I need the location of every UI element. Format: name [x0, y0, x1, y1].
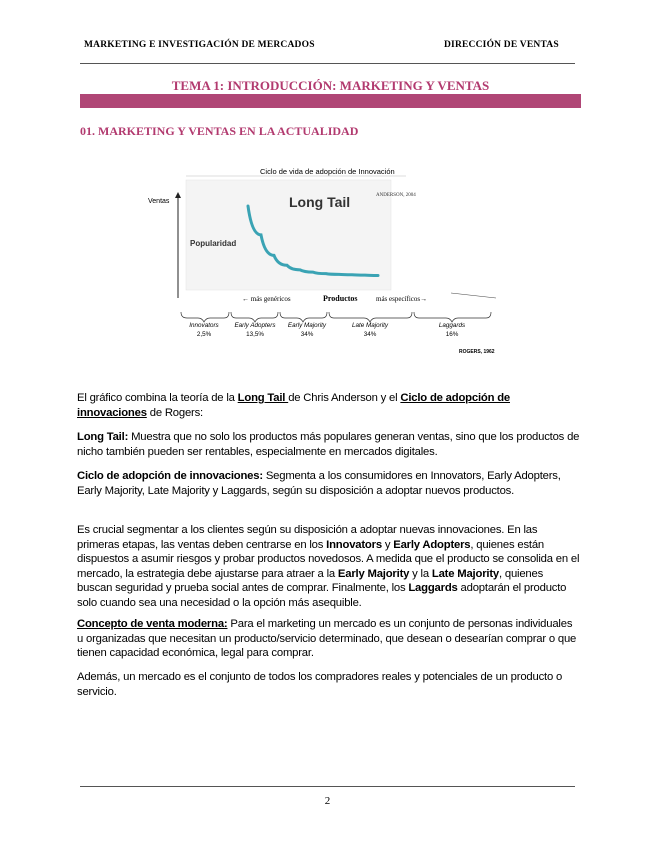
section-heading: 01. MARKETING Y VENTAS EN LA ACTUALIDAD	[80, 124, 359, 138]
market-paragraph: Además, un mercado es el conjunto de todos los compradores reales y potenciales de un producto o servicio.	[77, 671, 563, 698]
segmentation-text-2: y	[381, 538, 394, 551]
segment-early-majority-name: Early Majority	[287, 322, 327, 329]
header-right: DIRECCIÓN DE VENTAS	[444, 40, 559, 50]
term-laggards: Laggards	[408, 582, 458, 594]
figure-title: Ciclo de vida de adopción de Innovación	[260, 167, 395, 176]
footer-divider	[80, 786, 575, 787]
term-early-majority: Early Majority	[337, 567, 410, 580]
segmentation-text-6: adoptarán el producto solo cuando sea una necesidad o la opción más asequible.	[77, 582, 567, 609]
segment-late-majority-name: Late Majority	[351, 322, 389, 329]
modern-sale-term: Concepto de venta moderna:	[77, 618, 228, 630]
segment-brace-laggards	[414, 312, 491, 322]
adoption-cycle-definition: Segmenta a los consumidores en Innovators, Early Adopters, Early Majority, Late Majority y Laggards, según su disposición a adoptar nuevos productos.	[77, 470, 561, 497]
long-tail-definition: Muestra que no solo los productos más populares generan ventas, sino que los productos de nicho también pueden ser rentables, especialmente en mercados digitales.	[77, 431, 580, 458]
long-tail-link[interactable]: Long Tail	[237, 392, 289, 404]
y-axis-arrow	[175, 192, 181, 198]
adoption-cycle-link[interactable]: Ciclo de adopción de innovaciones	[77, 392, 510, 419]
anderson-credit: ANDERSON, 2004	[376, 193, 416, 198]
term-early-adopters: Early Adopters	[393, 538, 471, 551]
long-tail-paragraph	[77, 430, 580, 459]
modern-sale-definition: Para el marketing un mercado es un conjunto de personas individuales u organizadas que necesitan un producto/servicio determinado, que desean o desearían comprar o que tienen capacidad económica, legal para comprar.	[77, 618, 577, 659]
segment-brace-innovators	[181, 312, 229, 322]
intro-text-b: de Chris Anderson y el	[288, 392, 401, 404]
page-title: TEMA 1: INTRODUCCIÓN: MARKETING Y VENTAS	[171, 78, 490, 93]
segment-brace-early-adopters	[231, 312, 278, 322]
segment-brace-late-majority	[329, 312, 412, 322]
long-tail-term: Long Tail:	[77, 431, 129, 443]
segmentation-text-5: , quienes buscan seguridad y prueba social antes de comprar. Finalmente, los	[77, 567, 544, 594]
intro-text-a: El gráfico combina la teoría de la	[77, 392, 238, 404]
segmentation-paragraph	[77, 523, 580, 610]
modern-sale-paragraph	[77, 617, 580, 661]
segment-laggards-name: Laggards	[438, 322, 466, 329]
title-bar	[80, 94, 581, 108]
segment-early-adopters-share: 13,5%	[246, 331, 264, 338]
x-axis-right: más específicos→	[376, 295, 428, 303]
segment-late-majority-share: 34%	[363, 331, 377, 338]
segmentation-text-4: y la	[409, 567, 432, 580]
header-divider	[80, 63, 575, 64]
intro-text-c: de Rogers:	[146, 406, 203, 419]
adoption-cycle-term: Ciclo de adopción de innovaciones:	[77, 470, 263, 482]
page-number: 2	[324, 795, 331, 807]
header-left: MARKETING E INVESTIGACIÓN DE MERCADOS	[84, 40, 315, 50]
segment-early-majority-share: 34%	[300, 331, 314, 338]
x-axis-mid: Productos	[323, 294, 358, 303]
long-tail-label: Long Tail	[289, 194, 351, 210]
adoption-cycle-paragraph	[77, 469, 580, 498]
segment-innovators-name: Innovators	[189, 322, 219, 329]
long-tail-figure	[136, 162, 516, 362]
y-axis-label: Ventas	[148, 198, 170, 205]
rogers-credit: ROGERS, 1962	[459, 349, 495, 355]
segment-innovators-share: 2,5%	[196, 331, 212, 338]
intro-paragraph	[77, 391, 580, 420]
popularity-label: Popularidad	[190, 239, 237, 248]
segmentation-text-1: Es crucial segmentar a los clientes según su disposición a adoptar nuevas innovaciones. En las primeras etapas, las ventas deben centrarse en los	[77, 524, 538, 551]
term-late-majority: Late Majority	[431, 567, 499, 580]
segment-laggards-share: 16%	[445, 331, 459, 338]
x-axis-left: ← más genéricos	[242, 295, 291, 303]
segment-brace-early-majority	[280, 312, 327, 322]
term-innovators: Innovators	[326, 538, 382, 551]
tail-extension	[451, 293, 496, 298]
segment-early-adopters-name: Early Adopters	[234, 322, 276, 329]
segmentation-text-3: , quienes están dispuestos a asumir riesgos y probar productos novedosos. A medida que el producto se consolida en el mercado, la estrategia debe ajustarse para atraer a la	[77, 538, 580, 580]
